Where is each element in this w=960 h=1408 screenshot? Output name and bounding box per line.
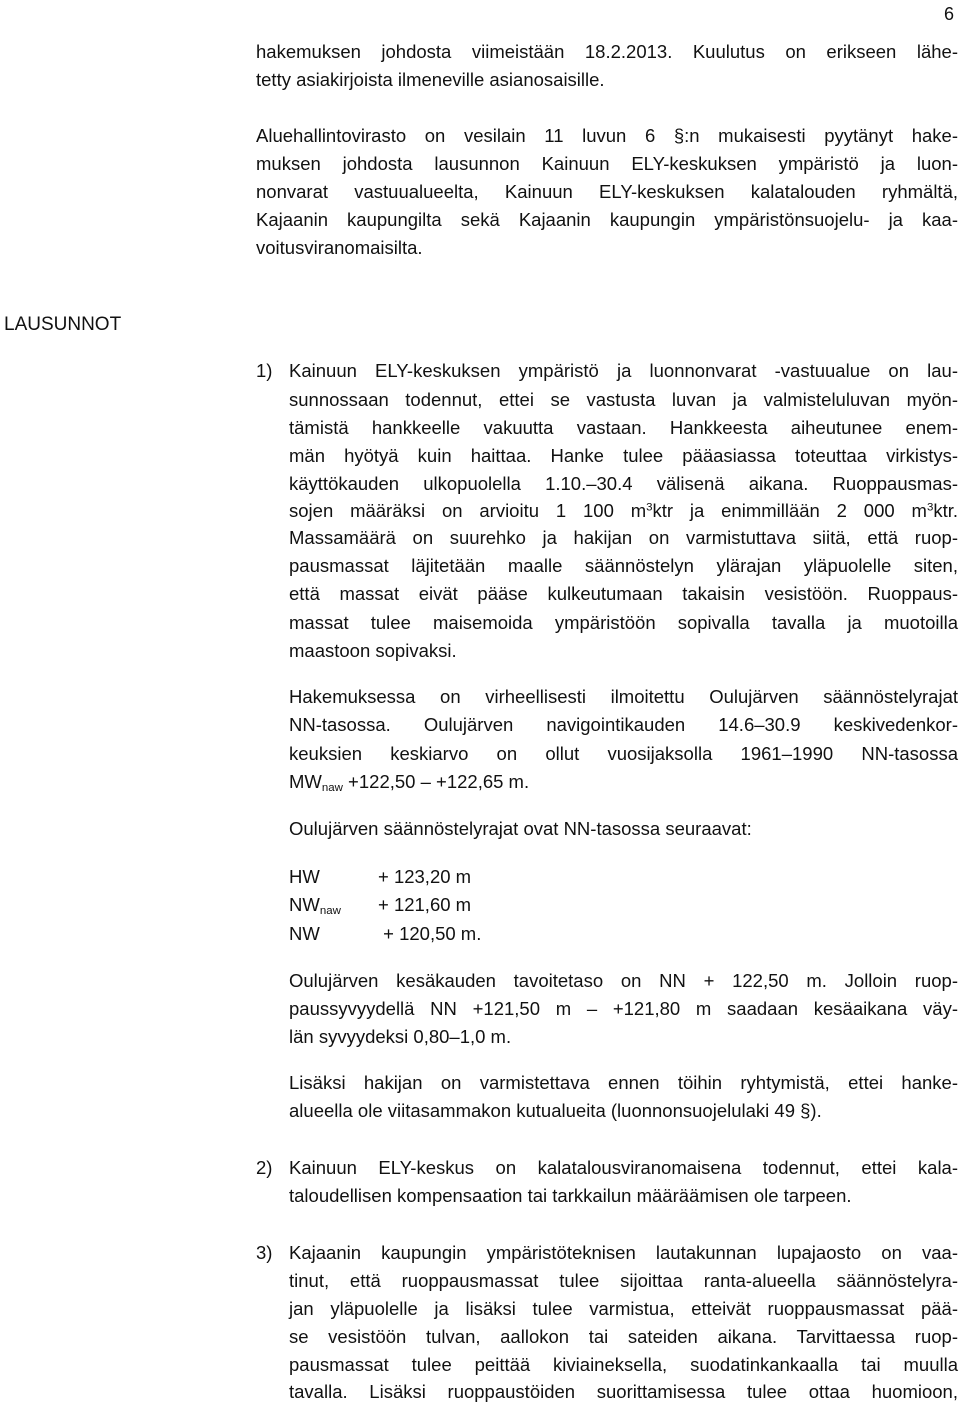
item3-line: tavalla. Lisäksi ruoppaustöiden suorittamisessa tulee ottaa huomioon, <box>289 1381 958 1402</box>
item3-line: Kajaanin kaupungin ympäristöteknisen lautakunnan lupajaosto on vaa- <box>289 1242 958 1263</box>
item1-line: sunnossaan todennut, ettei se vastusta luvan ja valmisteluluvan myön- <box>289 389 958 410</box>
text-run: MW <box>289 771 322 792</box>
item1-line: massat tulee maisemoida ympäristöön sopivalla tavalla ja muotoilla <box>289 612 958 633</box>
item1-para2-line: Hakemuksessa on virheellisesti ilmoitettu Oulujärven säännöstelyrajat <box>289 686 958 707</box>
page-number: 6 <box>944 4 955 24</box>
subscript: naw <box>321 781 343 794</box>
superscript: 3 <box>646 501 653 514</box>
level-value: + 123,20 m <box>378 866 472 887</box>
item1-line: että massat eivät pääse kulkeutumaan takaisin vesistöön. Ruoppaus- <box>289 583 958 604</box>
superscript: 3 <box>926 501 934 514</box>
item1-line: pausmassat läjitetään maalle säännöstelyn ylärajan yläpuolelle siten, <box>289 555 958 576</box>
item1-para2-line: NN-tasossa. Oulujärven navigointikauden 14.6–30.9 keskivedenkor- <box>289 714 958 735</box>
item1-para5-line: Lisäksi hakijan on varmistettava ennen töihin ryhtymistä, ettei hanke- <box>289 1072 958 1093</box>
text-run: sojen määräksi on arvioitu 1 100 m <box>289 500 647 521</box>
intro-p1-line: tetty asiakirjoista ilmeneville asianosaisille. <box>256 69 605 90</box>
item1-para2-line <box>289 768 958 796</box>
item1-line-volumes <box>289 497 958 525</box>
level-name <box>289 863 320 891</box>
text-run: NW <box>289 923 320 944</box>
item1-line: Kainuun ELY-keskuksen ympäristö ja luonnonvarat -vastuualue on lau- <box>289 360 958 381</box>
text-run: ktr ja enimmillään 2 000 m <box>652 500 927 521</box>
item3-line: pausmassat tulee peittää kiviaineksella, suodatinkankaalla tai muulla <box>289 1354 958 1375</box>
item1-line: käyttökauden ulkopuolella 1.10.–30.4 välisenä aikana. Ruoppausmas- <box>289 473 958 494</box>
intro-p2-line: Kajaanin kaupungilta sekä Kajaanin kaupungin ympäristönsuojelu- ja kaa- <box>256 209 958 230</box>
text-run: NW <box>289 894 320 915</box>
item1-para3: Oulujärven säännöstelyrajat ovat NN-tasossa seuraavat: <box>289 818 752 839</box>
item1-line: män hyötyä kuin haittaa. Hanke tulee pääasiassa toteuttaa virkistys- <box>289 445 958 466</box>
item1-para4-line: län syvyydeksi 0,80–1,0 m. <box>289 1026 512 1047</box>
level-value: + 120,50 m. <box>378 923 482 944</box>
item1-para2-line: keuksien keskiarvo on ollut vuosijaksolla 1961–1990 NN-tasossa <box>289 743 958 764</box>
item-number: 1) <box>256 360 273 381</box>
item2-line: Kainuun ELY-keskus on kalatalousviranomaisena todennut, ettei kala- <box>289 1157 958 1178</box>
item1-para5-line: alueella ole viitasammakon kutualueita (luonnonsuojelulaki 49 §). <box>289 1100 822 1121</box>
item3-line: jan yläpuolelle ja lisäksi tulee varmistua, etteivät ruoppausmassat pää- <box>289 1298 958 1319</box>
item1-para4-line: paussyvyydellä NN +121,50 m – +121,80 m saadaan kesäaikana väy- <box>289 998 958 1019</box>
intro-p2-line: Aluehallintovirasto on vesilain 11 luvun 6 §:n mukaisesti pyytänyt hake- <box>256 125 958 146</box>
item-number: 3) <box>256 1242 273 1263</box>
item1-para4-line: Oulujärven kesäkauden tavoitetaso on NN + 122,50 m. Jolloin ruop- <box>289 970 958 991</box>
item-number: 2) <box>256 1157 273 1178</box>
intro-p2-line: voitusviranomaisilta. <box>256 237 423 258</box>
intro-p2-line: muksen johdosta lausunnon Kainuun ELY-keskuksen ympäristö ja luon- <box>256 153 958 174</box>
item2-line: taloudellisen kompensaation tai tarkkailun määräämisen ole tarpeen. <box>289 1185 852 1206</box>
item1-line: tämistä hankkeelle vakuutta vastaan. Hankkeesta aiheutunee enem- <box>289 417 958 438</box>
text-run: +122,50 – +122,65 m. <box>342 771 530 792</box>
text-run: HW <box>289 866 320 887</box>
intro-p1-line: hakemuksen johdosta viimeistään 18.2.2013. Kuulutus on erikseen lähe- <box>256 41 958 62</box>
item1-line: Massamäärä on suurehko ja hakijan on varmistuttava siitä, että ruop- <box>289 527 958 548</box>
level-name <box>289 891 341 919</box>
item3-line: tinut, että ruoppausmassat tulee sijoittaa ranta-alueella säännöstelyra- <box>289 1270 958 1291</box>
level-value: + 121,60 m <box>378 894 472 915</box>
subscript: naw <box>319 904 341 917</box>
item3-line: se vesistöön tulvan, aallokon tai sateiden aikana. Tarvittaessa ruop- <box>289 1326 958 1347</box>
intro-p2-line: nonvarat vastuualueelta, Kainuun ELY-keskuksen kalatalouden ryhmältä, <box>256 181 958 202</box>
text-run: ktr. <box>933 500 958 521</box>
section-heading: LAUSUNNOT <box>4 314 122 335</box>
item1-line: maastoon sopivaksi. <box>289 640 457 661</box>
level-name <box>289 920 320 948</box>
